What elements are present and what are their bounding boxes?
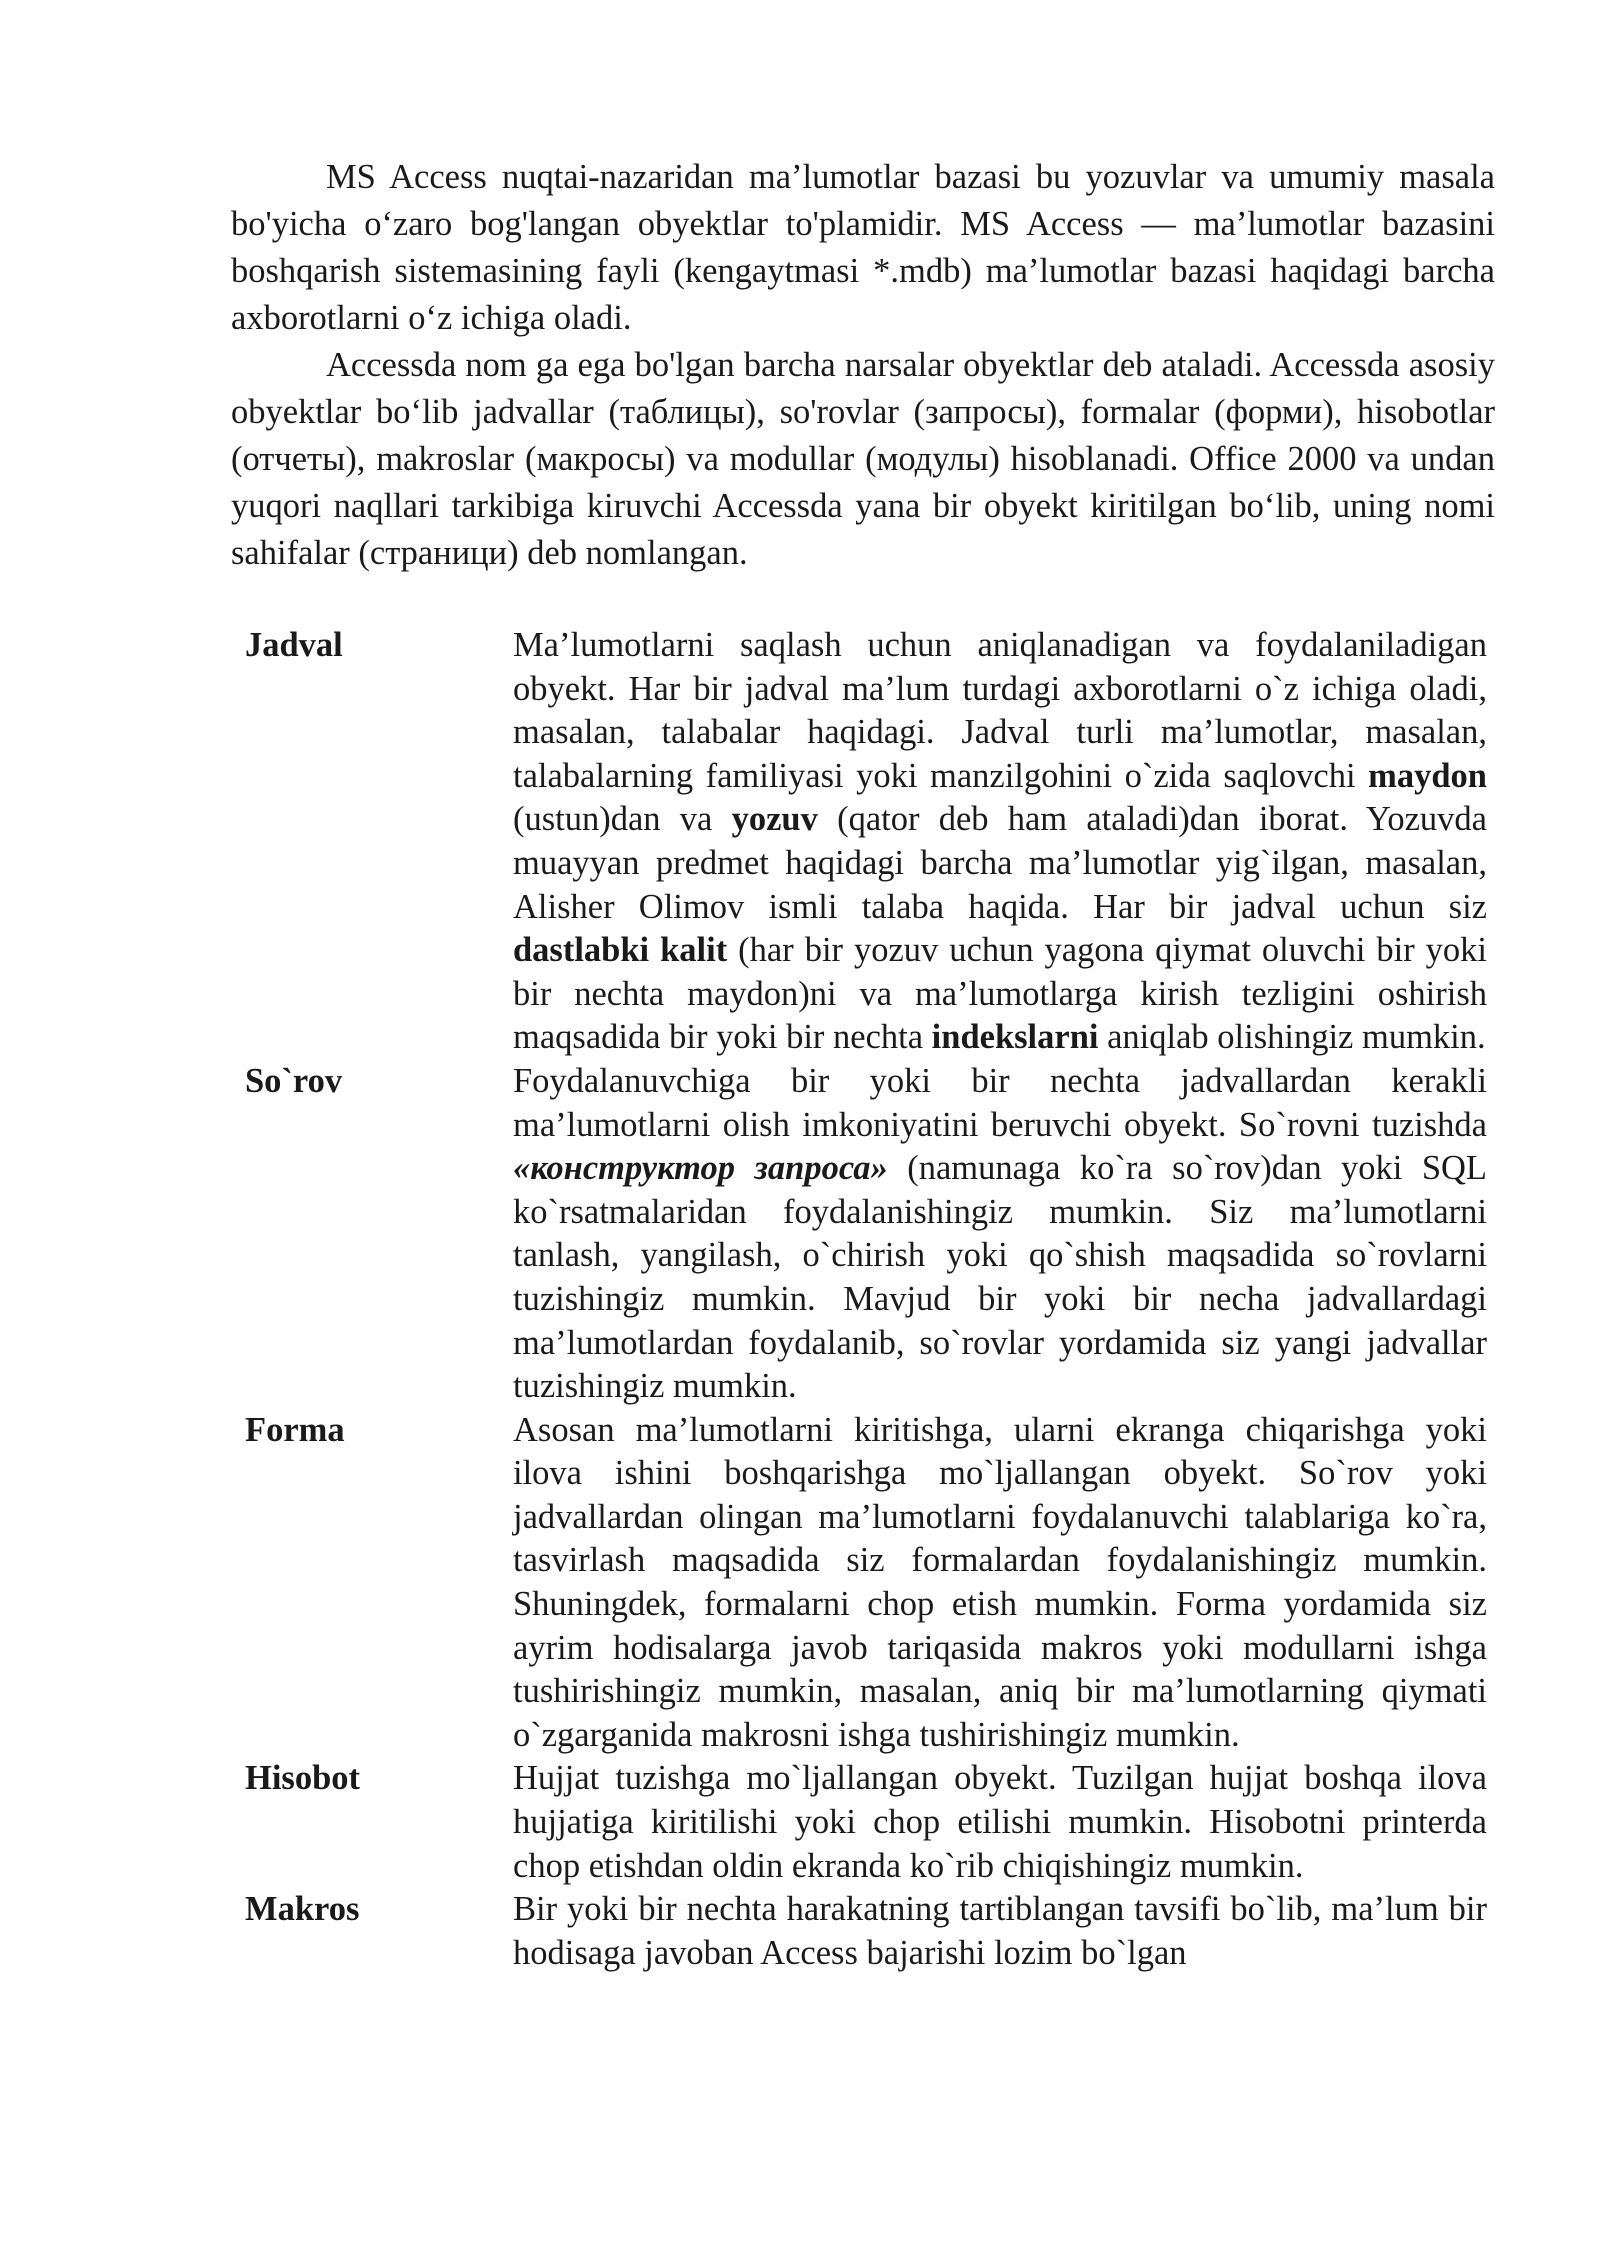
def-text: (ustun)dan va (513, 800, 732, 839)
def-bold-term: yozuv (731, 800, 818, 839)
term-def-sorov (513, 1060, 1487, 1409)
def-text: aniqlab olishingiz mumkin. (1098, 1018, 1486, 1057)
term-row-sorov (245, 1060, 1487, 1409)
term-def-makros: Bir yoki bir nechta harakatning tartiblangan tavsifi bo`lib, ma’lum bir hodisaga javoban Access bajarishi lozim bo`lgan (513, 1890, 1487, 1972)
def-text: Foydalanuvchiga bir yoki bir nechta jadvallardan kerakli ma’lumotlarni olish imkoniyatini beruvchi obyekt. So`rovni tuzishda (513, 1061, 1487, 1144)
term-name-jadval: Jadval (245, 626, 343, 664)
term-def-hisobot: Hujjat tuzishga mo`ljallangan obyekt. Tuzilgan hujjat boshqa ilova hujjatiga kiritilishi yoki chop etilishi mumkin. Hisobotni printerda chop etishdan oldin ekranda ko`rib chiqishingiz mumkin. (513, 1759, 1487, 1885)
def-bold-italic-term: «конструктор запроса» (513, 1149, 888, 1188)
term-def-jadval (513, 624, 1487, 1060)
term-row-makros (245, 1888, 1487, 1975)
term-row-forma (245, 1409, 1487, 1758)
term-name-makros: Makros (245, 1890, 360, 1929)
def-text: (har bir yozuv uchun yagona qiymat oluvchi bir yoki bir nechta maydon)ni va ma’lumotlarga kirish tezligini oshirish maqsadida bir yoki bir nechta (513, 931, 1487, 1057)
terms-table (245, 624, 1487, 1975)
def-bold-term: dastlabki kalit (513, 931, 728, 970)
def-bold-term: maydon (1368, 756, 1487, 795)
intro-paragraph-2: Accessda nom ga ega bo'lgan barcha narsalar obyektlar deb ataladi. Accessda asosiy obyektlar bo‘lib jadvallar (таблицы), so'rovlar (запросы), formalar (форми), hisobotlar (отчеты), makroslar (макросы) va modullar (модулы) hisoblanadi. Office 2000 va undan yuqori naqllari tarkibiga kiruvchi Accessda yana bir obyekt kiritilgan bo‘lib, uning nomi sahifalar (страници) deb nomlangan. (231, 346, 1495, 572)
def-text: (qator deb ham ataladi)dan iborat. Yozuvda muayyan predmet haqidagi barcha ma’lumotlar yig`ilgan, masalan, Alisher Olimov ismli talaba haqida. Har bir jadval uchun siz (513, 800, 1487, 926)
intro-paragraph-1: MS Access nuqtai-nazaridan ma’lumotlar bazasi bu yozuvlar va umumiy masala bo'yicha o‘zaro bog'langan obyektlar to'plamidir. MS Access — ma’lumotlar bazasini boshqarish sistemasining fayli (kengaytmasi *.mdb) ma’lumotlar bazasi haqidagi barcha axborotlarni o‘z ichiga oladi. (231, 158, 1495, 337)
def-bold-term: indekslarni (931, 1018, 1099, 1057)
term-row-hisobot (245, 1757, 1487, 1888)
term-name-forma: Forma (245, 1410, 345, 1449)
term-def-forma: Asosan ma’lumotlarni kiritishga, ularni ekranga chiqarishga yoki ilova ishini boshqarishga mo`ljallangan obyekt. So`rov yoki jadvallardan olingan ma’lumotlarni foydalanuvchi talablariga ko`ra, tasvirlash maqsadida siz formalardan foydalanishingiz mumkin. Shuningdek, formalarni chop etish mumkin. Forma yordamida siz ayrim hodisalarga javob tariqasida makros yoki modullarni ishga tushirishingiz mumkin, masalan, aniq bir ma’lumotlarning qiymati o`zgarganida makrosni ishga tushirishingiz mumkin. (513, 1410, 1487, 1754)
term-name-sorov: So`rov (245, 1061, 343, 1100)
intro-section (231, 154, 1495, 577)
term-name-hisobot: Hisobot (245, 1759, 361, 1798)
def-text: Ma’lumotlarni saqlash uchun aniqlanadigan va foydalaniladigan obyekt. Har bir jadval ma’lum turdagi axborotlarni o`z ichiga oladi, masalan, talabalar haqidagi. Jadval turli ma’lumotlar, masalan, talabalarning familiyasi yoki manzilgohini o`zida saqlovchi (513, 626, 1487, 795)
term-row-jadval (245, 624, 1487, 1060)
def-text: (namunaga ko`ra so`rov)dan yoki SQL ko`rsatmalaridan foydalanishingiz mumkin. Siz ma’lumotlarni tanlash, yangilash, o`chirish yoki qo`shish maqsadida so`rovlarni tuzishingiz mumkin. Mavjud bir yoki bir necha jadvallardagi ma’lumotlardan foydalanib, so`rovlar yordamida siz yangi jadvallar tuzishingiz mumkin. (513, 1149, 1487, 1406)
